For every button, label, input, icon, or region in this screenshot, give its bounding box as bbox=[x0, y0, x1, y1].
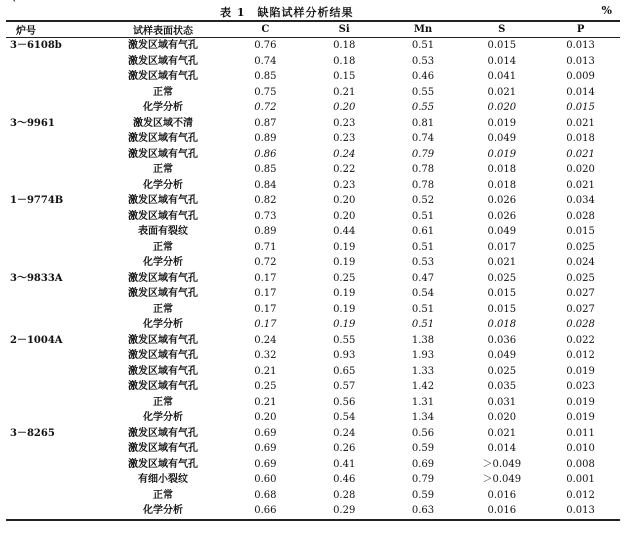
table-row bbox=[6, 426, 620, 442]
cell-p: 0.023 bbox=[566, 381, 595, 393]
cell-mn: 0.47 bbox=[411, 272, 435, 284]
cell-furnace: 1－9774B bbox=[10, 195, 64, 207]
cell-s: 0.014 bbox=[487, 55, 517, 67]
cell-p: 0.013 bbox=[566, 55, 595, 67]
table-row bbox=[6, 379, 620, 395]
cell-si: 0.23 bbox=[333, 133, 356, 145]
cell-s: 0.026 bbox=[487, 195, 517, 207]
cell-c: 0.85 bbox=[254, 164, 277, 176]
cell-si: 0.28 bbox=[333, 489, 356, 501]
cell-mn: 1.93 bbox=[411, 350, 435, 362]
cell-c: 0.89 bbox=[254, 133, 277, 145]
cell-si: 0.26 bbox=[333, 443, 356, 455]
cell-surface-state: 激发区域有气孔 bbox=[128, 55, 198, 67]
table-row bbox=[6, 302, 620, 318]
cell-mn: 0.61 bbox=[411, 226, 435, 238]
cell-p: 0.012 bbox=[566, 350, 595, 362]
cell-s: 0.018 bbox=[487, 319, 517, 331]
cell-p: 0.028 bbox=[566, 319, 595, 331]
cell-s: 0.020 bbox=[487, 412, 517, 424]
caption-mark: ` bbox=[12, 0, 17, 11]
cell-p: 0.008 bbox=[566, 458, 595, 470]
cell-si: 0.24 bbox=[333, 148, 356, 160]
cell-si: 0.65 bbox=[333, 365, 356, 377]
cell-furnace bbox=[6, 240, 100, 256]
cell-s: 0.026 bbox=[487, 210, 517, 222]
cell-mn: 1.33 bbox=[411, 365, 435, 377]
cell-si: 0.23 bbox=[333, 117, 356, 129]
cell-p: 0.021 bbox=[566, 179, 595, 191]
cell-mn: 0.53 bbox=[411, 55, 435, 67]
cell-c: 0.21 bbox=[254, 396, 277, 408]
cell-surface-state: 激发区域有气孔 bbox=[128, 148, 198, 160]
cell-c: 0.20 bbox=[254, 412, 277, 424]
cell-furnace bbox=[6, 147, 100, 163]
header-surface-state: 试样表面状态 bbox=[100, 21, 226, 38]
header-mn: Mn bbox=[384, 21, 463, 38]
table-row bbox=[6, 472, 620, 488]
table-row bbox=[6, 54, 620, 70]
cell-furnace bbox=[6, 457, 100, 473]
cell-p: 0.019 bbox=[566, 396, 595, 408]
cell-p: 0.019 bbox=[566, 365, 595, 377]
table-row bbox=[6, 116, 620, 132]
cell-c: 0.17 bbox=[254, 303, 277, 315]
cell-surface-state: 正常 bbox=[153, 86, 173, 98]
cell-p: 0.013 bbox=[566, 40, 595, 52]
header-s: S bbox=[462, 21, 541, 38]
cell-furnace: 3～9833A bbox=[10, 272, 63, 284]
cell-s: 0.021 bbox=[487, 86, 517, 98]
cell-p: 0.018 bbox=[566, 133, 595, 145]
cell-surface-state: 激发区域有气孔 bbox=[128, 288, 198, 300]
cell-p: 0.027 bbox=[566, 303, 595, 315]
cell-surface-state: 化学分析 bbox=[143, 257, 183, 269]
cell-surface-state: 激发区域有气孔 bbox=[128, 458, 198, 470]
cell-c: 0.32 bbox=[254, 350, 277, 362]
cell-p: 0.020 bbox=[566, 164, 595, 176]
cell-p: 0.022 bbox=[566, 334, 595, 346]
cell-surface-state: 化学分析 bbox=[143, 412, 183, 424]
cell-surface-state: 化学分析 bbox=[143, 102, 183, 114]
cell-furnace: 2－1004A bbox=[10, 334, 63, 346]
cell-s: 0.015 bbox=[487, 303, 517, 315]
cell-si: 0.21 bbox=[333, 86, 356, 98]
cell-p: 0.001 bbox=[566, 474, 595, 486]
table-row bbox=[6, 178, 620, 194]
cell-surface-state: 激发区域有气孔 bbox=[128, 195, 198, 207]
cell-mn: 0.54 bbox=[411, 288, 435, 300]
cell-mn: 0.56 bbox=[411, 427, 435, 439]
cell-furnace bbox=[6, 379, 100, 395]
cell-c: 0.72 bbox=[254, 257, 277, 269]
cell-mn: 0.46 bbox=[411, 71, 435, 83]
cell-furnace bbox=[6, 441, 100, 457]
table-body bbox=[6, 38, 620, 520]
cell-c: 0.84 bbox=[254, 179, 277, 191]
cell-si: 0.23 bbox=[333, 179, 356, 191]
cell-mn: 0.81 bbox=[411, 117, 435, 129]
cell-furnace: 3－6108b bbox=[10, 40, 62, 52]
cell-surface-state: 激发区域有气孔 bbox=[128, 133, 198, 145]
cell-surface-state: 激发区域有气孔 bbox=[128, 272, 198, 284]
cell-furnace bbox=[6, 178, 100, 194]
cell-s: 0.018 bbox=[487, 164, 517, 176]
table-row bbox=[6, 85, 620, 101]
cell-c: 0.17 bbox=[254, 288, 277, 300]
cell-s: 0.016 bbox=[487, 489, 517, 501]
cell-c: 0.74 bbox=[254, 55, 277, 67]
cell-furnace bbox=[6, 209, 100, 225]
cell-furnace bbox=[6, 503, 100, 520]
cell-s: 0.049 bbox=[487, 226, 517, 238]
header-furnace: 炉号 bbox=[6, 21, 100, 38]
cell-furnace bbox=[6, 302, 100, 318]
header-si: Si bbox=[305, 21, 384, 38]
cell-c: 0.75 bbox=[254, 86, 277, 98]
cell-s: 0.020 bbox=[487, 102, 517, 114]
cell-s: 0.041 bbox=[487, 71, 517, 83]
cell-surface-state: 有细小裂纹 bbox=[138, 474, 188, 486]
cell-c: 0.71 bbox=[254, 241, 277, 253]
cell-p: 0.015 bbox=[566, 226, 595, 238]
cell-si: 0.22 bbox=[333, 164, 356, 176]
cell-furnace bbox=[6, 286, 100, 302]
cell-s: 0.021 bbox=[487, 427, 517, 439]
cell-surface-state: 化学分析 bbox=[143, 319, 183, 331]
cell-furnace bbox=[6, 54, 100, 70]
cell-surface-state: 激发区域不清 bbox=[133, 117, 193, 129]
cell-mn: 0.63 bbox=[384, 503, 463, 520]
cell-mn: 1.38 bbox=[411, 334, 435, 346]
cell-c: 0.24 bbox=[254, 334, 277, 346]
cell-furnace bbox=[6, 348, 100, 364]
table-row bbox=[6, 100, 620, 116]
cell-s: 0.025 bbox=[487, 365, 517, 377]
cell-s: ＞0.049 bbox=[482, 458, 522, 470]
cell-furnace bbox=[6, 69, 100, 85]
cell-si: 0.19 bbox=[333, 257, 356, 269]
cell-p: 0.025 bbox=[566, 241, 595, 253]
cell-c: 0.76 bbox=[254, 40, 277, 52]
table-row bbox=[6, 240, 620, 256]
cell-c: 0.17 bbox=[254, 272, 277, 284]
cell-mn: 0.59 bbox=[411, 489, 435, 501]
cell-si: 0.15 bbox=[333, 71, 356, 83]
cell-furnace bbox=[6, 472, 100, 488]
cell-surface-state: 激发区域有气孔 bbox=[128, 443, 198, 455]
table-row bbox=[6, 410, 620, 426]
cell-si: 0.41 bbox=[333, 458, 356, 470]
cell-p: 0.021 bbox=[566, 117, 595, 129]
table-header-row bbox=[6, 21, 620, 38]
cell-p: 0.012 bbox=[566, 489, 595, 501]
cell-s: 0.036 bbox=[487, 334, 517, 346]
table-row bbox=[6, 364, 620, 380]
table-row bbox=[6, 193, 620, 209]
cell-si: 0.56 bbox=[333, 396, 356, 408]
cell-surface-state: 表面有裂纹 bbox=[138, 226, 188, 238]
cell-s: 0.031 bbox=[487, 396, 517, 408]
table-title: 表 1 缺陷试样分析结果 bbox=[220, 6, 354, 19]
cell-surface-state: 正常 bbox=[153, 396, 173, 408]
cell-mn: 0.55 bbox=[411, 102, 435, 114]
analysis-table bbox=[6, 20, 620, 521]
cell-si: 0.54 bbox=[333, 412, 356, 424]
cell-mn: 0.53 bbox=[411, 257, 435, 269]
cell-mn: 0.78 bbox=[411, 179, 435, 191]
cell-s: 0.017 bbox=[487, 241, 517, 253]
cell-surface-state: 激发区域有气孔 bbox=[128, 365, 198, 377]
cell-mn: 0.59 bbox=[411, 443, 435, 455]
table-row bbox=[6, 503, 620, 520]
cell-si: 0.24 bbox=[333, 427, 356, 439]
header-c: C bbox=[226, 21, 305, 38]
cell-c: 0.25 bbox=[254, 381, 277, 393]
cell-p: 0.010 bbox=[566, 443, 595, 455]
cell-si: 0.29 bbox=[305, 503, 384, 520]
cell-si: 0.20 bbox=[333, 210, 356, 222]
cell-p: 0.015 bbox=[566, 102, 595, 114]
table-row bbox=[6, 333, 620, 349]
cell-mn: 0.78 bbox=[411, 164, 435, 176]
cell-p: 0.014 bbox=[566, 86, 595, 98]
cell-mn: 0.51 bbox=[411, 40, 435, 52]
cell-si: 0.19 bbox=[333, 288, 356, 300]
cell-surface-state: 激发区域有气孔 bbox=[128, 210, 198, 222]
cell-si: 0.25 bbox=[333, 272, 356, 284]
cell-furnace: 3－8265 bbox=[10, 427, 55, 439]
cell-c: 0.82 bbox=[254, 195, 277, 207]
cell-furnace bbox=[6, 364, 100, 380]
cell-surface-state: 正常 bbox=[153, 164, 173, 176]
cell-mn: 0.51 bbox=[411, 319, 435, 331]
cell-mn: 1.42 bbox=[411, 381, 435, 393]
cell-si: 0.19 bbox=[333, 241, 356, 253]
cell-p: 0.021 bbox=[566, 148, 595, 160]
cell-surface-state: 正常 bbox=[153, 241, 173, 253]
table-row bbox=[6, 457, 620, 473]
cell-c: 0.86 bbox=[254, 148, 277, 160]
cell-s: 0.049 bbox=[487, 133, 517, 145]
cell-furnace bbox=[6, 410, 100, 426]
table-row bbox=[6, 147, 620, 163]
cell-s: 0.016 bbox=[462, 503, 541, 520]
cell-p: 0.025 bbox=[566, 272, 595, 284]
cell-p: 0.009 bbox=[566, 71, 595, 83]
table-row bbox=[6, 69, 620, 85]
table-row bbox=[6, 286, 620, 302]
cell-surface-state: 激发区域有气孔 bbox=[128, 427, 198, 439]
table-row bbox=[6, 395, 620, 411]
cell-si: 0.20 bbox=[333, 195, 356, 207]
header-p: P bbox=[541, 21, 620, 38]
cell-furnace: 3～9961 bbox=[10, 117, 55, 129]
cell-s: 0.015 bbox=[487, 288, 517, 300]
cell-c: 0.69 bbox=[254, 443, 277, 455]
cell-p: 0.034 bbox=[566, 195, 595, 207]
cell-si: 0.19 bbox=[333, 303, 356, 315]
cell-s: ＞0.049 bbox=[482, 474, 522, 486]
cell-c: 0.17 bbox=[254, 319, 277, 331]
cell-c: 0.87 bbox=[254, 117, 277, 129]
table-row bbox=[6, 255, 620, 271]
cell-si: 0.19 bbox=[333, 319, 356, 331]
cell-mn: 0.74 bbox=[411, 133, 435, 145]
table-row bbox=[6, 224, 620, 240]
cell-surface-state: 激发区域有气孔 bbox=[128, 71, 198, 83]
table-row bbox=[6, 271, 620, 287]
cell-surface-state: 化学分析 bbox=[143, 179, 183, 191]
cell-surface-state: 化学分析 bbox=[100, 503, 226, 520]
cell-si: 0.18 bbox=[333, 40, 356, 52]
cell-furnace bbox=[6, 224, 100, 240]
cell-c: 0.73 bbox=[254, 210, 277, 222]
cell-s: 0.025 bbox=[487, 272, 517, 284]
table-row bbox=[6, 209, 620, 225]
cell-surface-state: 激发区域有气孔 bbox=[128, 334, 198, 346]
cell-p: 0.027 bbox=[566, 288, 595, 300]
unit-label: % bbox=[601, 4, 612, 17]
cell-si: 0.44 bbox=[333, 226, 356, 238]
cell-surface-state: 激发区域有气孔 bbox=[128, 350, 198, 362]
cell-si: 0.55 bbox=[333, 334, 356, 346]
cell-s: 0.019 bbox=[487, 117, 517, 129]
cell-c: 0.66 bbox=[226, 503, 305, 520]
cell-si: 0.93 bbox=[333, 350, 356, 362]
table-row bbox=[6, 162, 620, 178]
cell-surface-state: 正常 bbox=[153, 303, 173, 315]
cell-mn: 1.31 bbox=[411, 396, 435, 408]
cell-p: 0.028 bbox=[566, 210, 595, 222]
table-row bbox=[6, 488, 620, 504]
cell-s: 0.049 bbox=[487, 350, 517, 362]
cell-c: 0.21 bbox=[254, 365, 277, 377]
table-row bbox=[6, 38, 620, 54]
cell-furnace bbox=[6, 395, 100, 411]
cell-surface-state: 正常 bbox=[153, 489, 173, 501]
cell-furnace bbox=[6, 488, 100, 504]
cell-p: 0.019 bbox=[566, 412, 595, 424]
cell-c: 0.72 bbox=[254, 102, 277, 114]
cell-furnace bbox=[6, 131, 100, 147]
cell-s: 0.014 bbox=[487, 443, 517, 455]
cell-s: 0.018 bbox=[487, 179, 517, 191]
cell-si: 0.20 bbox=[333, 102, 356, 114]
cell-c: 0.69 bbox=[254, 427, 277, 439]
cell-s: 0.021 bbox=[487, 257, 517, 269]
cell-c: 0.60 bbox=[254, 474, 277, 486]
cell-mn: 0.79 bbox=[411, 148, 435, 160]
table-row bbox=[6, 348, 620, 364]
cell-mn: 0.79 bbox=[411, 474, 435, 486]
cell-c: 0.69 bbox=[254, 458, 277, 470]
cell-mn: 0.51 bbox=[411, 241, 435, 253]
cell-si: 0.57 bbox=[333, 381, 356, 393]
cell-mn: 0.69 bbox=[411, 458, 435, 470]
table-row bbox=[6, 131, 620, 147]
cell-p: 0.011 bbox=[566, 427, 595, 439]
cell-furnace bbox=[6, 255, 100, 271]
cell-surface-state: 激发区域有气孔 bbox=[128, 40, 198, 52]
cell-c: 0.68 bbox=[254, 489, 277, 501]
table-row bbox=[6, 317, 620, 333]
cell-mn: 1.34 bbox=[411, 412, 435, 424]
cell-si: 0.46 bbox=[333, 474, 356, 486]
cell-c: 0.85 bbox=[254, 71, 277, 83]
cell-furnace bbox=[6, 100, 100, 116]
cell-mn: 0.51 bbox=[411, 303, 435, 315]
cell-mn: 0.51 bbox=[411, 210, 435, 222]
table-caption bbox=[0, 0, 626, 19]
cell-s: 0.035 bbox=[487, 381, 517, 393]
cell-furnace bbox=[6, 162, 100, 178]
cell-s: 0.015 bbox=[487, 40, 517, 52]
cell-s: 0.019 bbox=[487, 148, 517, 160]
cell-si: 0.18 bbox=[333, 55, 356, 67]
table-row bbox=[6, 441, 620, 457]
cell-c: 0.89 bbox=[254, 226, 277, 238]
cell-furnace bbox=[6, 85, 100, 101]
cell-p: 0.013 bbox=[541, 503, 620, 520]
cell-furnace bbox=[6, 317, 100, 333]
cell-mn: 0.52 bbox=[411, 195, 435, 207]
cell-p: 0.024 bbox=[566, 257, 595, 269]
cell-mn: 0.55 bbox=[411, 86, 435, 98]
cell-surface-state: 激发区域有气孔 bbox=[128, 381, 198, 393]
